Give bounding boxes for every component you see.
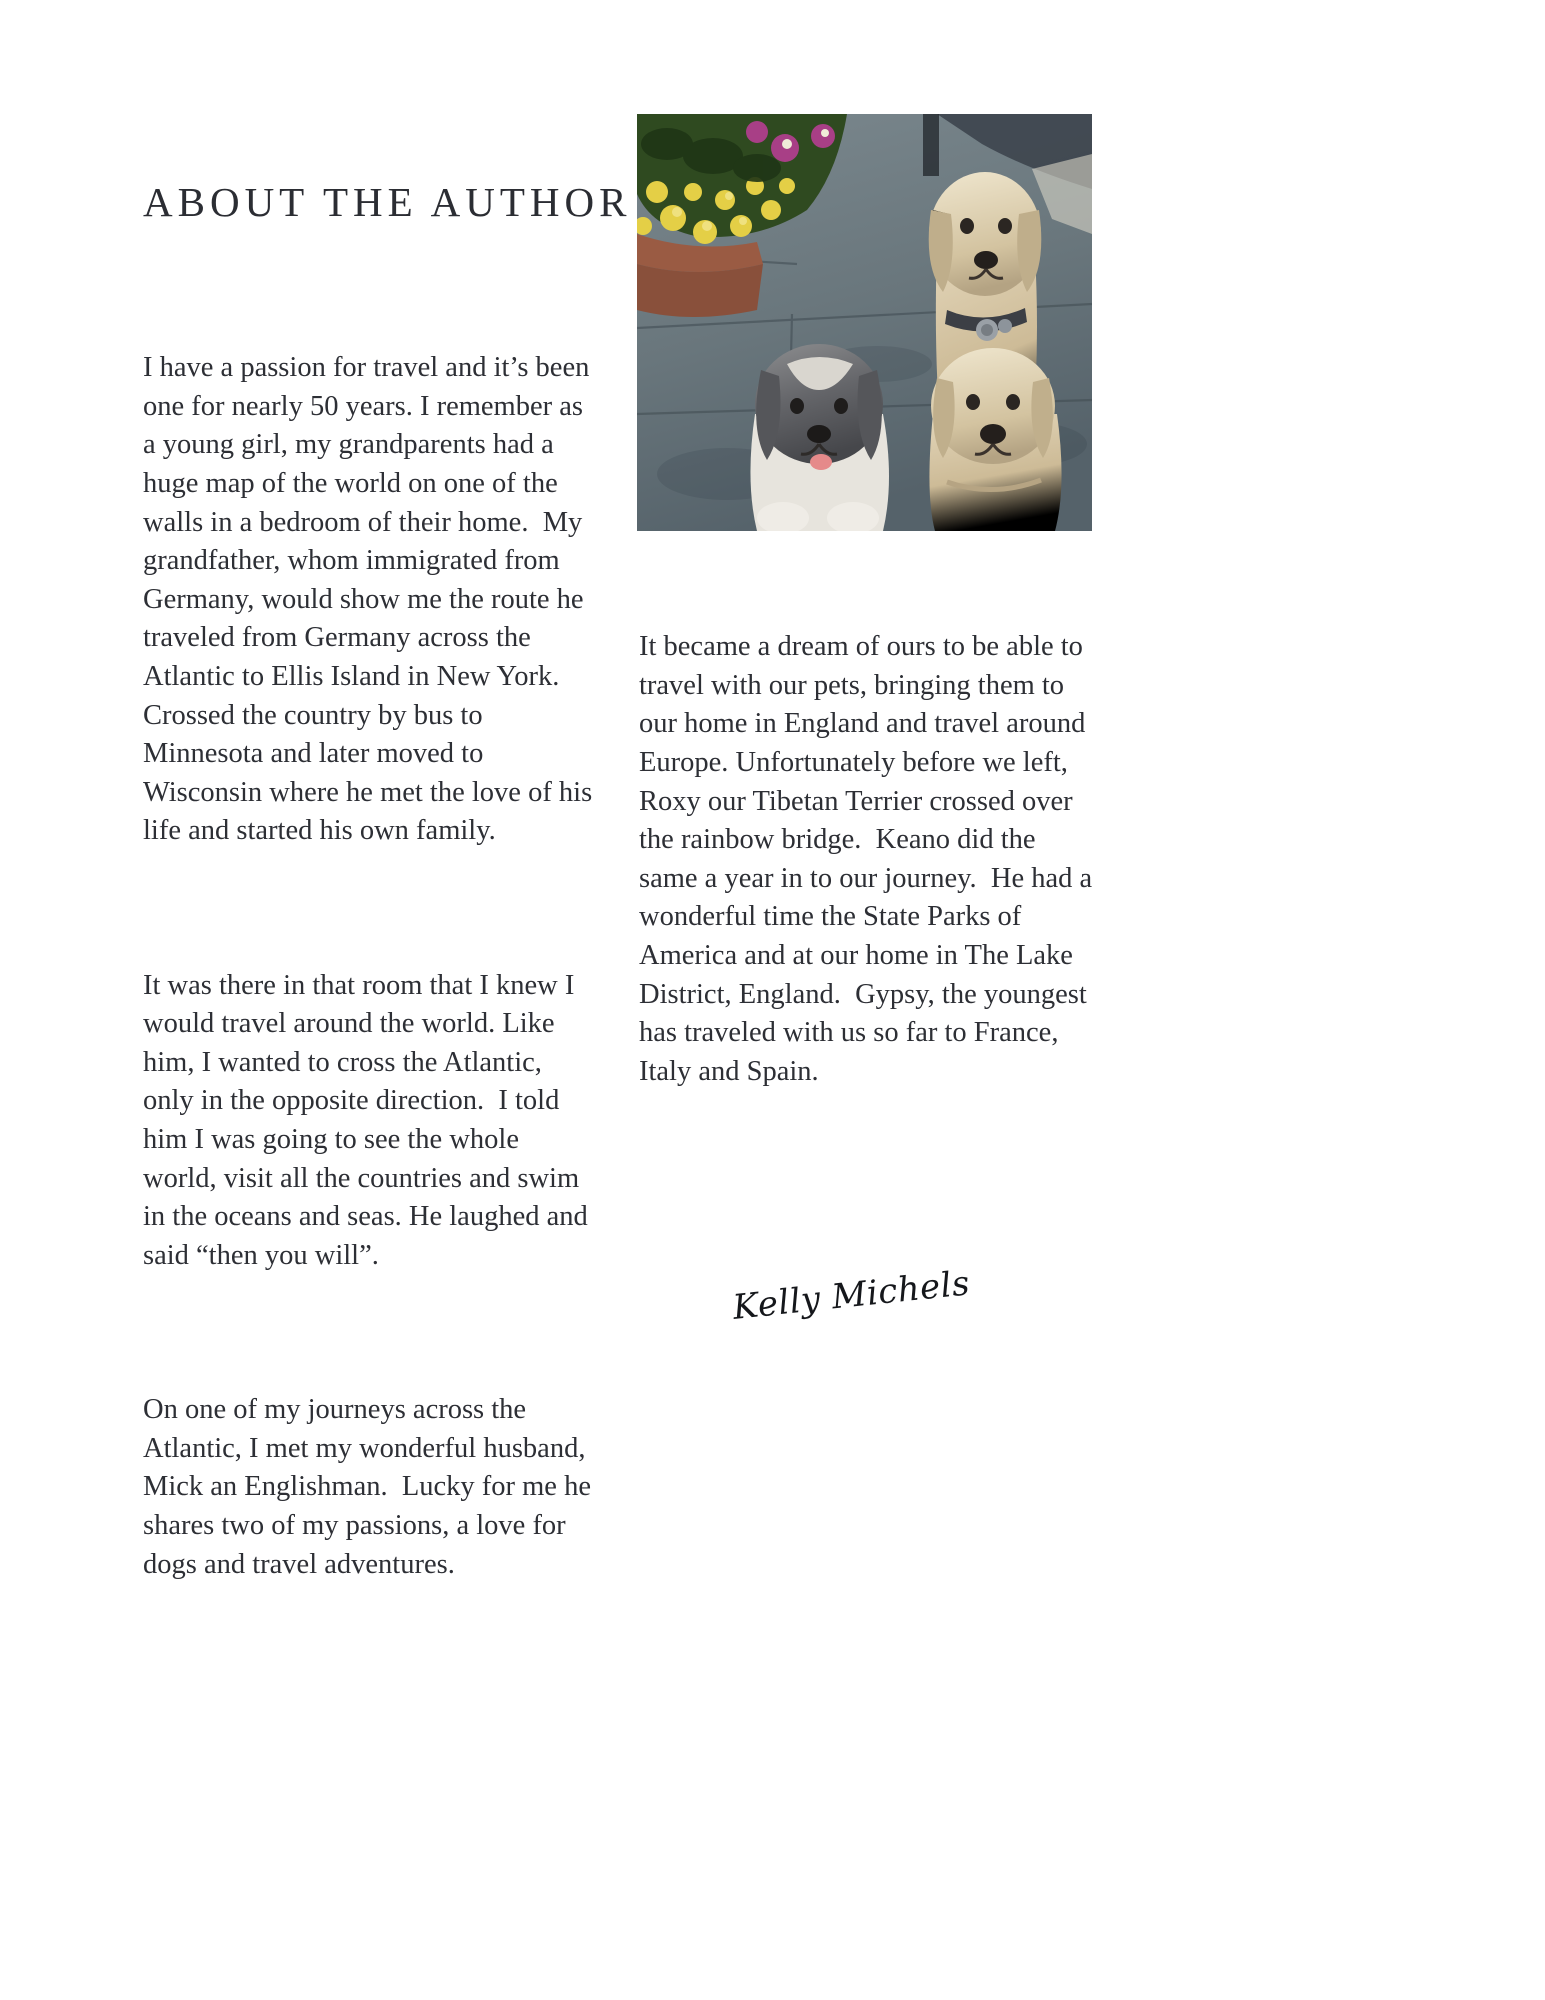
right-column bbox=[639, 551, 1100, 1169]
author-signature-text: Kelly Michels bbox=[730, 1263, 972, 1328]
page-title: ABOUT THE AUTHOR bbox=[143, 179, 632, 225]
author-signature bbox=[730, 1263, 983, 1358]
left-column bbox=[143, 272, 600, 1661]
dog-grey-terrier bbox=[750, 344, 889, 531]
paragraph: It became a dream of ours to be able to travel with our pets, bringing them to our home in England and travel around Europe. Unfortunately before we left, Roxy our Tibetan Terrier crossed over the rainbow bridge. Keano did the same a year in to our journey. He had a wonderful time the State Parks of America and at our home in The Lake District, England. Gypsy, the youngest has traveled with us so far to France, Italy and Spain. bbox=[639, 631, 1100, 1087]
dog-cream-front bbox=[929, 348, 1061, 531]
paragraph: On one of my journeys across the Atlantic, I met my wonderful husband, Mick an Englishman. Lucky for me he shares two of my passions, a love for dogs and travel adventures. bbox=[143, 1394, 599, 1580]
author-photo-illustration bbox=[637, 114, 1092, 531]
author-photo bbox=[637, 114, 1092, 531]
paragraph: I have a passion for travel and it’s been one for nearly 50 years. I remember as a young girl, my grandparents had a huge map of the world on one of the walls in a bedroom of their home. My grandfather, whom immigrated from Germany, would show me the route he traveled from Germany across the Atlantic to Ellis Island in New York. Crossed the country by bus to Minnesota and later moved to Wisconsin where he met the love of his life and started his own family. bbox=[143, 352, 600, 847]
paragraph: It was there in that room that I knew I would travel around the world. Like him, I wanted to cross the Atlantic, only in the opposite direction. I told him I was going to see the whole world, visit all the countries and swim in the oceans and seas. He laughed and said “then you will”. bbox=[143, 969, 595, 1271]
